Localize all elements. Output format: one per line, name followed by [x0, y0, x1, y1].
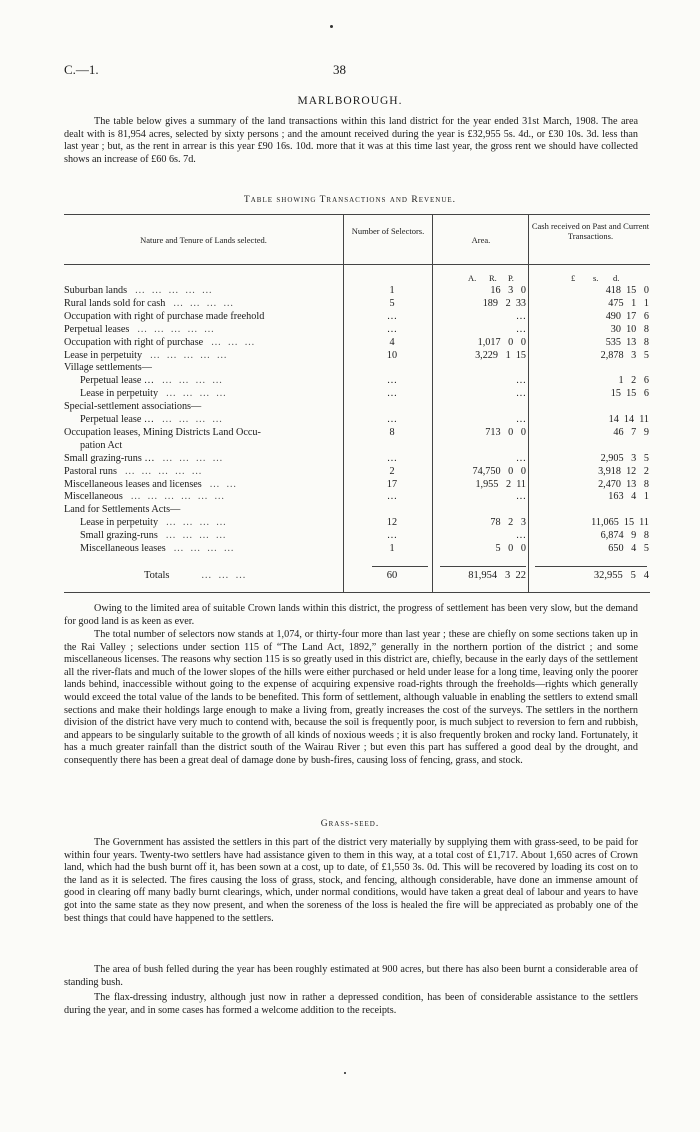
page-title: MARLBOROUGH. — [297, 95, 403, 107]
totals-label: Totals … … … — [144, 570, 248, 581]
table-row — [64, 530, 650, 541]
row-cash: 14 14 11 — [608, 414, 649, 425]
row-label: Occupation with right of purchase … … … — [64, 336, 257, 348]
table-row — [64, 401, 650, 412]
unit-acres: A. — [468, 273, 477, 283]
row-area: 713 0 0 — [485, 426, 526, 438]
row-selectors: 10 — [386, 349, 398, 361]
row-cash: 163 4 1 — [608, 491, 649, 503]
row-selectors: 17 — [386, 478, 398, 490]
row-label: Perpetual lease … … … … … — [80, 375, 225, 387]
row-label: Perpetual leases … … … … … — [64, 323, 217, 335]
row-area: … — [515, 452, 526, 464]
unit-pounds: £ — [571, 273, 576, 283]
row-area: … — [515, 388, 526, 400]
row-selectors: 1 — [389, 543, 395, 554]
row-label: Rural lands sold for cash … … … … — [64, 297, 236, 309]
row-area: … — [515, 375, 526, 387]
unit-shillings: s. — [593, 273, 599, 283]
row-selectors: 5 — [389, 297, 395, 309]
totals-cash: 32,955 5 4 — [593, 570, 649, 581]
header-area: Area. — [471, 235, 491, 245]
row-cash: 11,065 15 11 — [591, 517, 649, 529]
table-row — [64, 375, 650, 386]
row-area: … — [515, 491, 526, 503]
row-label: Village settlements— — [64, 362, 152, 374]
row-selectors: … — [386, 310, 398, 322]
row-label: Perpetual lease … … … … … — [80, 414, 225, 425]
row-selectors: … — [386, 452, 398, 464]
row-selectors: 12 — [386, 517, 398, 529]
row-cash: 2,905 3 5 — [600, 452, 649, 464]
totals-rule-area — [440, 566, 526, 567]
intro-paragraph: The table below gives a summary of the land transactions within this land district for the year ended 31st March, 1908. The area dealt with is 81,954 acres, selected by sixty persons ; and the amount received during the year is £32,955 5s. 4d., or £30 10s. 3d. less than last year ; but, as the rent in arrear is this year £90 16s. 10d. more that it was at this time last year, the gross rent we should have collected shows an increase of £60 6s. 7d. — [64, 116, 638, 165]
row-area: 1,017 0 0 — [477, 336, 526, 348]
page-number: 38 — [333, 62, 346, 77]
row-label: Small grazing-runs … … … … — [80, 530, 228, 542]
row-label: Occupation leases, Mining Districts Land Occu- — [64, 426, 261, 438]
selectors-paragraph: The total number of selectors now stands at 1,074, or thirty-four more than last year ; these are chiefly on some sections taken up in the Rai Valley ; selections under section 115 of “The Land Act, 1892,” generally in the northern portion of the district ; and some miscellaneous licenses. The reasons why section 115 is so greatly used in this district are, chiefly, because in the early days of the settlement all the river-flats and much of the lower slopes of the hills were either purchased or held under lease for a long time, leaving only the poorer lands behind, inaccessible without going to the expense of acquiring expensive road-rights through the freeholds—rights which generally would exceed the total value of the lands to be benefited. This form of settlement, although valuable in enabling the settlers to extend small sections and make their holdings large enough to make a living from, greatly increases the cost of the surveys. The settlers in the northern division of the district have very much to contend with, because the soil is frequently poor, is much subject to reversion to fern and rubbish, and appears to be singularly suitable to the growth of all kinds of noxious weeds ; it is also frequently broken and rocky land. Fortunately, it has a much greater rainfall than the district south of the Wairau River ; but even this part has suffered a good deal by the drought, and consequently there has been a great deal of damage done by bush-fires, causing loss of fencing, grass, and stock. — [64, 629, 638, 766]
row-cash: 490 17 6 — [605, 310, 649, 322]
row-area: 1,955 2 11 — [475, 478, 526, 490]
row-cash: 650 4 5 — [608, 543, 649, 554]
row-selectors: … — [386, 530, 398, 542]
header-nature: Nature and Tenure of Lands selected. — [140, 235, 267, 245]
table-row — [64, 479, 650, 490]
row-cash: 30 10 8 — [610, 323, 649, 335]
table-row — [64, 517, 650, 528]
row-cash: 2,470 13 8 — [598, 478, 649, 490]
row-area: 78 2 3 — [490, 517, 526, 529]
unit-roods: R. — [489, 273, 497, 283]
unit-perches: P. — [508, 273, 514, 283]
row-label: Lease in perpetuity … … … … … — [64, 349, 229, 361]
totals-area: 81,954 3 22 — [468, 570, 526, 581]
table-row — [64, 362, 650, 373]
row-area: 5 0 0 — [495, 543, 526, 554]
row-selectors: … — [386, 414, 398, 425]
table-row — [64, 324, 650, 335]
row-area: 74,750 0 0 — [472, 465, 526, 477]
row-cash: 3,918 12 2 — [598, 465, 649, 477]
unit-pence: d. — [613, 273, 620, 283]
row-label: pation Act — [80, 439, 123, 451]
row-area: 3,229 1 15 — [475, 349, 526, 361]
table-row — [64, 543, 650, 554]
table-row — [64, 285, 650, 296]
table-row — [64, 427, 650, 438]
table-row — [64, 350, 650, 361]
row-selectors: … — [386, 323, 398, 335]
row-selectors: 2 — [389, 465, 395, 477]
row-selectors: 8 — [389, 426, 395, 438]
row-selectors: … — [386, 491, 398, 503]
bush-felled-paragraph: The area of bush felled during the year has been roughly estimated at 900 acres, but there has also been burnt a considerable area of standing bush. — [64, 964, 638, 988]
table-row — [64, 466, 650, 477]
table-top-rule — [64, 214, 650, 215]
row-label: Miscellaneous … … … … … … — [64, 491, 227, 503]
row-area: … — [515, 530, 526, 542]
row-label: Miscellaneous leases … … … … — [80, 543, 236, 554]
row-cash: 475 1 1 — [608, 297, 649, 309]
row-label: Special-settlement associations— — [64, 401, 202, 413]
table-header-rule — [64, 264, 650, 265]
row-area: … — [515, 310, 526, 322]
row-label: Lease in perpetuity … … … … — [80, 388, 229, 400]
row-area: … — [515, 323, 526, 335]
table-row — [64, 414, 650, 425]
table-caption: Table showing Transactions and Revenue. — [243, 195, 457, 205]
row-selectors: 1 — [389, 285, 395, 296]
row-cash: 6,874 9 8 — [600, 530, 649, 542]
table-row — [64, 311, 650, 322]
totals-rule-cash — [535, 566, 647, 567]
row-area: 16 3 0 — [490, 285, 526, 296]
table-bottom-rule — [64, 592, 650, 593]
row-cash: 2,878 3 5 — [600, 349, 649, 361]
totals-row — [64, 570, 650, 584]
table-row — [64, 453, 650, 464]
row-cash: 15 15 6 — [610, 388, 649, 400]
row-cash: 46 7 9 — [613, 426, 649, 438]
document-code: C.—1. — [64, 62, 99, 77]
flax-paragraph: The flax-dressing industry, although just now in rather a depressed condition, has been of considerable assistance to the settlers during the year, and in some cases has formed a welcome addition to the receipts. — [64, 992, 638, 1016]
table-row — [64, 491, 650, 502]
table-row — [64, 388, 650, 399]
row-area: 189 2 33 — [482, 297, 526, 309]
row-label: Small grazing-runs … … … … … — [64, 452, 225, 464]
row-cash: 535 13 8 — [605, 336, 649, 348]
row-selectors: 4 — [389, 336, 395, 348]
settlement-paragraph: Owing to the limited area of suitable Crown lands within this district, the progress of settlement has been very slow, but the demand for good land is as keen as ever. — [64, 603, 638, 627]
table-row — [64, 337, 650, 348]
header-cash: Cash received on Past and Current Transactions. — [531, 221, 650, 241]
grass-seed-heading: Grass-seed. — [320, 819, 380, 829]
row-selectors: … — [386, 388, 398, 400]
row-label: Pastoral runs … … … … … — [64, 465, 204, 477]
totals-rule-selectors — [372, 566, 428, 567]
grass-seed-paragraph: The Government has assisted the settlers in this part of the district very materially by supplying them with grass-seed, to be paid for within four years. Twenty-two settlers have had assistance given to them in this way, at a total cost of £1,717. About 1,650 acres of Crown land, which had the bush burnt off it, has been sown at a cost, up to date, of £1,550 3s. 0d. This will be recovered by loading its cost on to the land as it is selected. The fires causing the loss of grass, stock, and fencing, although considerable, have done an immense amount of good in clearing off many badly burnt clearings, which, under normal conditions, would have taken a great deal of labour and years to have got into the same state as they now present, and when the soreness of the loss is healed the fire will be appreciated as probably one of the best things that could have happened to the settlers. — [64, 837, 638, 924]
row-label: Land for Settlements Acts— — [64, 504, 181, 516]
row-cash: 1 2 6 — [618, 375, 649, 387]
totals-selectors: 60 — [386, 570, 398, 581]
row-selectors: … — [386, 375, 398, 387]
row-label: Miscellaneous leases and licenses … … — [64, 478, 239, 490]
table-row — [64, 504, 650, 515]
table-row — [64, 440, 650, 451]
row-label: Occupation with right of purchase made freehold — [64, 310, 265, 322]
print-speck-bottom — [344, 1072, 346, 1074]
row-label: Lease in perpetuity … … … … — [80, 517, 229, 529]
header-selectors: Number of Selectors. — [351, 226, 425, 236]
print-speck — [330, 25, 333, 28]
row-area: … — [515, 414, 526, 425]
table-row — [64, 298, 650, 309]
row-cash: 418 15 0 — [605, 285, 649, 296]
row-label: Suburban lands … … … … … — [64, 285, 214, 296]
